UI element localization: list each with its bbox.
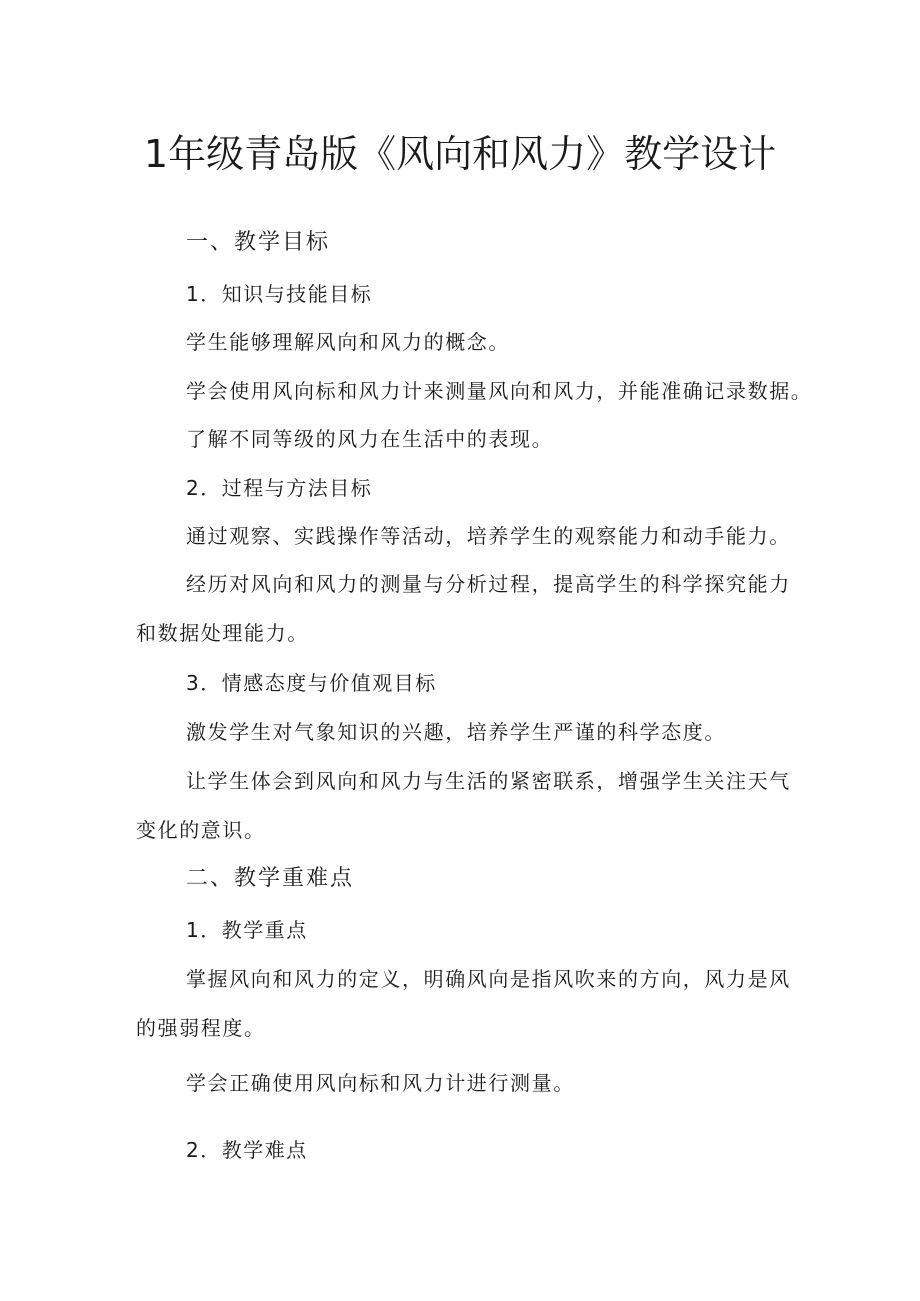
paragraph-line: 经历对风向和风力的测量与分析过程，提高学生的科学探究能力 (186, 572, 791, 596)
paragraph-line: 了解不同等级的风力在生活中的表现。 (186, 427, 554, 451)
subheading-emotional-values: 3．情感态度与价值观目标 (186, 671, 437, 695)
subheading-key-points: 1．教学重点 (186, 918, 308, 942)
paragraph-line: 通过观察、实践操作等活动，培养学生的观察能力和动手能力。 (186, 524, 791, 548)
subheading-knowledge-skills: 1．知识与技能目标 (186, 282, 373, 306)
paragraph-line: 学生能够理解风向和风力的概念。 (186, 330, 510, 354)
document-title: 1年级青岛版《风向和风力》教学设计 (143, 132, 777, 176)
paragraph-line-continuation: 的强弱程度。 (136, 1016, 266, 1040)
paragraph-line: 学会使用风向标和风力计来测量风向和风力，并能准确记录数据。 (186, 379, 813, 403)
section-heading-teaching-objectives: 一、教学目标 (186, 230, 331, 255)
paragraph-line-continuation: 和数据处理能力。 (136, 621, 309, 645)
subheading-process-methods: 2．过程与方法目标 (186, 476, 373, 500)
section-heading-key-difficult-points: 二、教学重难点 (186, 866, 355, 891)
paragraph-line-continuation: 变化的意识。 (136, 818, 266, 842)
paragraph-line: 激发学生对气象知识的兴趣，培养学生严谨的科学态度。 (186, 720, 726, 744)
paragraph-line: 掌握风向和风力的定义，明确风向是指风吹来的方向，风力是风 (186, 967, 791, 991)
paragraph-line: 学会正确使用风向标和风力计进行测量。 (186, 1071, 575, 1095)
subheading-difficult-points: 2．教学难点 (186, 1138, 308, 1162)
paragraph-line: 让学生体会到风向和风力与生活的紧密联系，增强学生关注天气 (186, 769, 791, 793)
